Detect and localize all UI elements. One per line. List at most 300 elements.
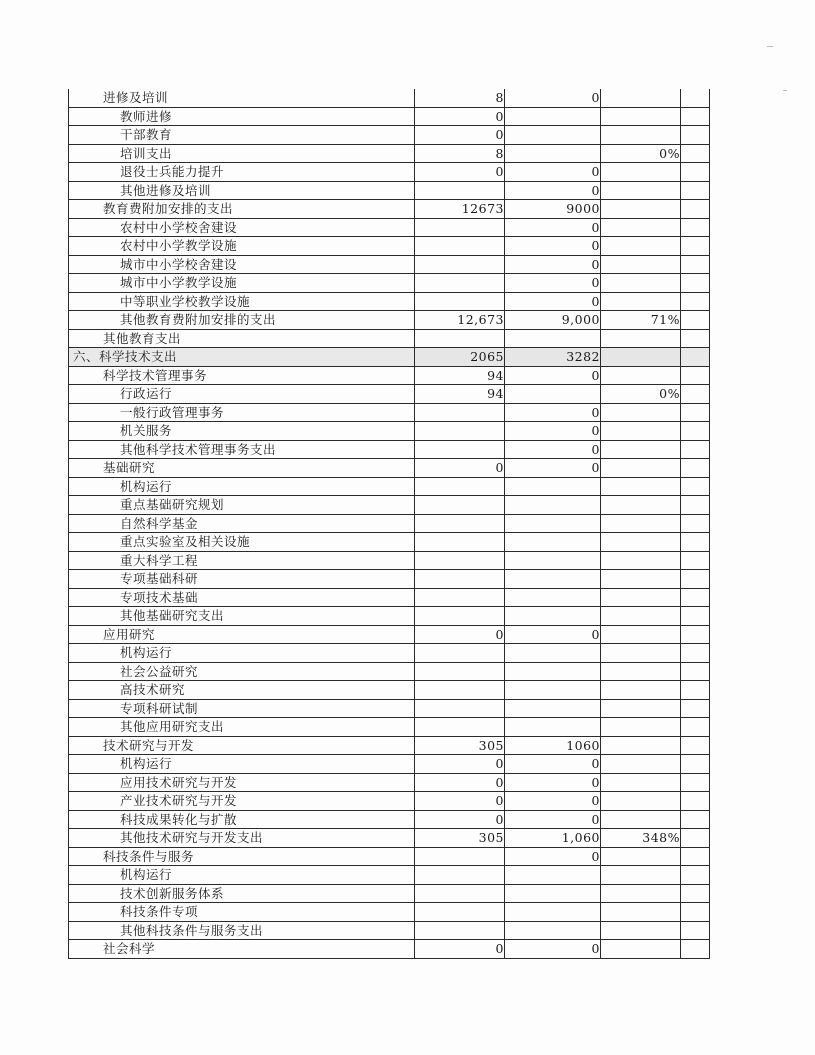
item-name: 教师进修 xyxy=(120,108,173,124)
note-cell xyxy=(681,940,710,959)
budget-amount-cell: 0 xyxy=(415,126,505,145)
note-cell xyxy=(681,440,710,459)
item-name: 一般行政管理事务 xyxy=(120,404,225,420)
budget-amount-cell xyxy=(415,662,505,681)
table-row xyxy=(69,662,710,681)
item-name-cell xyxy=(69,163,415,182)
note-cell xyxy=(681,385,710,404)
table-row xyxy=(69,126,710,145)
item-name-cell xyxy=(69,218,415,237)
item-name: 专项基础科研 xyxy=(120,571,199,587)
note-cell xyxy=(681,459,710,478)
percent-cell xyxy=(601,459,681,478)
percent-cell: 0% xyxy=(601,385,681,404)
note-cell xyxy=(681,533,710,552)
item-name: 其他教育费附加安排的支出 xyxy=(120,312,277,328)
percent-cell xyxy=(601,570,681,589)
item-name: 社会科学 xyxy=(103,941,156,957)
percent-cell xyxy=(601,662,681,681)
note-cell xyxy=(681,662,710,681)
percent-cell xyxy=(601,255,681,274)
budget-amount-cell xyxy=(415,403,505,422)
note-cell xyxy=(681,274,710,293)
budget-amount-cell xyxy=(415,218,505,237)
note-cell xyxy=(681,477,710,496)
actual-amount-cell xyxy=(505,607,601,626)
item-name: 其他应用研究支出 xyxy=(120,719,225,735)
actual-amount-cell: 0 xyxy=(505,163,601,182)
percent-cell xyxy=(601,792,681,811)
item-name-cell xyxy=(69,866,415,885)
note-cell xyxy=(681,921,710,940)
percent-cell xyxy=(601,810,681,829)
item-name: 社会公益研究 xyxy=(120,663,199,679)
item-name-cell xyxy=(69,792,415,811)
table-row xyxy=(69,89,710,107)
note-cell xyxy=(681,866,710,885)
actual-amount-cell xyxy=(505,662,601,681)
note-cell xyxy=(681,625,710,644)
percent-cell xyxy=(601,514,681,533)
note-cell xyxy=(681,736,710,755)
item-name-cell xyxy=(69,237,415,256)
actual-amount-cell xyxy=(505,588,601,607)
budget-amount-cell: 12673 xyxy=(415,200,505,219)
item-name-cell xyxy=(69,903,415,922)
table-row xyxy=(69,422,710,441)
note-cell xyxy=(681,126,710,145)
percent-cell xyxy=(601,237,681,256)
item-name-cell xyxy=(69,644,415,663)
percent-cell xyxy=(601,718,681,737)
table-row xyxy=(69,477,710,496)
item-name: 技术创新服务体系 xyxy=(120,885,225,901)
percent-cell xyxy=(601,496,681,515)
table-row xyxy=(69,773,710,792)
item-name: 科技成果转化与扩散 xyxy=(120,811,238,827)
table-row xyxy=(69,884,710,903)
actual-amount-cell: 0 xyxy=(505,440,601,459)
note-cell xyxy=(681,218,710,237)
item-name: 自然科学基金 xyxy=(120,515,199,531)
table-row xyxy=(69,311,710,330)
percent-cell xyxy=(601,348,681,367)
table-row xyxy=(69,847,710,866)
percent-cell xyxy=(601,588,681,607)
item-name: 培训支出 xyxy=(120,145,173,161)
note-cell xyxy=(681,514,710,533)
actual-amount-cell: 0 xyxy=(505,792,601,811)
percent-cell xyxy=(601,773,681,792)
budget-amount-cell: 0 xyxy=(415,810,505,829)
item-name: 科技条件与服务 xyxy=(103,848,195,864)
actual-amount-cell xyxy=(505,533,601,552)
budget-amount-cell xyxy=(415,440,505,459)
item-name-cell xyxy=(69,736,415,755)
note-cell xyxy=(681,255,710,274)
percent-cell xyxy=(601,884,681,903)
percent-cell xyxy=(601,107,681,126)
actual-amount-cell xyxy=(505,903,601,922)
item-name: 技术研究与开发 xyxy=(103,737,195,753)
actual-amount-cell xyxy=(505,644,601,663)
item-name: 机关服务 xyxy=(120,423,173,439)
actual-amount-cell: 0 xyxy=(505,89,601,107)
actual-amount-cell: 3282 xyxy=(505,348,601,367)
item-name-cell xyxy=(69,422,415,441)
percent-cell xyxy=(601,200,681,219)
item-name: 退役士兵能力提升 xyxy=(120,164,225,180)
table-row xyxy=(69,163,710,182)
item-name-cell xyxy=(69,940,415,959)
table-row xyxy=(69,755,710,774)
percent-cell xyxy=(601,551,681,570)
note-cell xyxy=(681,903,710,922)
note-cell xyxy=(681,681,710,700)
actual-amount-cell xyxy=(505,107,601,126)
note-cell xyxy=(681,496,710,515)
actual-amount-cell: 0 xyxy=(505,366,601,385)
note-cell xyxy=(681,311,710,330)
item-name: 应用研究 xyxy=(103,626,156,642)
budget-amount-cell xyxy=(415,477,505,496)
percent-cell xyxy=(601,699,681,718)
note-cell xyxy=(681,551,710,570)
item-name-cell xyxy=(69,921,415,940)
budget-amount-cell: 12,673 xyxy=(415,311,505,330)
budget-amount-cell xyxy=(415,329,505,348)
item-name: 专项技术基础 xyxy=(120,589,199,605)
table-row xyxy=(69,866,710,885)
note-cell xyxy=(681,607,710,626)
percent-cell xyxy=(601,940,681,959)
actual-amount-cell xyxy=(505,884,601,903)
item-name-cell xyxy=(69,718,415,737)
note-cell xyxy=(681,237,710,256)
percent-cell: 0% xyxy=(601,144,681,163)
table-row xyxy=(69,903,710,922)
percent-cell xyxy=(601,625,681,644)
budget-amount-cell xyxy=(415,903,505,922)
percent-cell xyxy=(601,736,681,755)
note-cell xyxy=(681,810,710,829)
budget-amount-cell xyxy=(415,607,505,626)
actual-amount-cell: 0 xyxy=(505,181,601,200)
actual-amount-cell: 0 xyxy=(505,810,601,829)
percent-cell xyxy=(601,903,681,922)
budget-amount-cell xyxy=(415,181,505,200)
actual-amount-cell xyxy=(505,681,601,700)
table-row xyxy=(69,829,710,848)
actual-amount-cell: 0 xyxy=(505,292,601,311)
budget-amount-cell xyxy=(415,644,505,663)
item-name-cell xyxy=(69,477,415,496)
actual-amount-cell: 1060 xyxy=(505,736,601,755)
item-name-cell xyxy=(69,570,415,589)
note-cell xyxy=(681,200,710,219)
item-name-cell xyxy=(69,274,415,293)
item-name-cell xyxy=(69,440,415,459)
percent-cell xyxy=(601,477,681,496)
budget-amount-cell xyxy=(415,551,505,570)
table-row xyxy=(69,144,710,163)
table-row xyxy=(69,385,710,404)
table-row xyxy=(69,921,710,940)
item-name-cell xyxy=(69,403,415,422)
percent-cell xyxy=(601,218,681,237)
actual-amount-cell: 0 xyxy=(505,403,601,422)
percent-cell xyxy=(601,163,681,182)
table-row xyxy=(69,570,710,589)
percent-cell: 348% xyxy=(601,829,681,848)
table-row xyxy=(69,274,710,293)
actual-amount-cell xyxy=(505,921,601,940)
item-name-cell xyxy=(69,607,415,626)
budget-amount-cell xyxy=(415,274,505,293)
item-name-cell xyxy=(69,385,415,404)
percent-cell xyxy=(601,607,681,626)
actual-amount-cell: 9000 xyxy=(505,200,601,219)
budget-amount-cell: 305 xyxy=(415,829,505,848)
item-name-cell xyxy=(69,533,415,552)
table-row xyxy=(69,366,710,385)
percent-cell xyxy=(601,126,681,145)
item-name: 其他科学技术管理事务支出 xyxy=(120,441,277,457)
budget-amount-cell: 305 xyxy=(415,736,505,755)
table-row xyxy=(69,403,710,422)
table-row xyxy=(69,792,710,811)
budget-amount-cell: 0 xyxy=(415,755,505,774)
item-name: 应用技术研究与开发 xyxy=(120,774,238,790)
note-cell xyxy=(681,699,710,718)
item-name: 进修及培训 xyxy=(103,90,169,106)
budget-amount-cell xyxy=(415,681,505,700)
note-cell xyxy=(681,89,710,107)
item-name: 重大科学工程 xyxy=(120,552,199,568)
percent-cell xyxy=(601,644,681,663)
item-name: 干部教育 xyxy=(120,127,173,143)
table-row xyxy=(69,237,710,256)
item-name-cell xyxy=(69,459,415,478)
item-name: 农村中小学教学设施 xyxy=(120,238,238,254)
budget-table xyxy=(68,89,710,959)
note-cell xyxy=(681,588,710,607)
item-name: 科学技术管理事务 xyxy=(103,367,208,383)
item-name: 高技术研究 xyxy=(120,682,186,698)
item-name-cell xyxy=(69,366,415,385)
budget-amount-cell xyxy=(415,866,505,885)
scan-artifact xyxy=(783,90,787,91)
item-name: 其他基础研究支出 xyxy=(120,608,225,624)
item-name-cell xyxy=(69,292,415,311)
budget-amount-cell xyxy=(415,496,505,515)
table-row xyxy=(69,107,710,126)
item-name-cell xyxy=(69,181,415,200)
actual-amount-cell xyxy=(505,385,601,404)
budget-amount-cell: 0 xyxy=(415,107,505,126)
budget-amount-cell xyxy=(415,533,505,552)
item-name: 机构运行 xyxy=(120,867,173,883)
table-row xyxy=(69,533,710,552)
note-cell xyxy=(681,107,710,126)
item-name: 其他教育支出 xyxy=(103,330,182,346)
percent-cell: 71% xyxy=(601,311,681,330)
table-row xyxy=(69,218,710,237)
actual-amount-cell: 0 xyxy=(505,237,601,256)
note-cell xyxy=(681,163,710,182)
item-name: 机构运行 xyxy=(120,478,173,494)
item-name-cell xyxy=(69,89,415,107)
note-cell xyxy=(681,292,710,311)
item-name: 行政运行 xyxy=(120,386,173,402)
percent-cell xyxy=(601,681,681,700)
note-cell xyxy=(681,829,710,848)
item-name-cell xyxy=(69,810,415,829)
item-name-cell xyxy=(69,662,415,681)
item-name-cell xyxy=(69,681,415,700)
percent-cell xyxy=(601,366,681,385)
percent-cell xyxy=(601,755,681,774)
actual-amount-cell xyxy=(505,329,601,348)
item-name: 城市中小学教学设施 xyxy=(120,275,238,291)
item-name-cell xyxy=(69,255,415,274)
budget-amount-cell: 8 xyxy=(415,89,505,107)
table-row xyxy=(69,607,710,626)
actual-amount-cell xyxy=(505,866,601,885)
budget-amount-cell: 0 xyxy=(415,625,505,644)
percent-cell xyxy=(601,440,681,459)
item-name: 产业技术研究与开发 xyxy=(120,793,238,809)
item-name-cell xyxy=(69,551,415,570)
actual-amount-cell xyxy=(505,126,601,145)
section-row xyxy=(69,348,710,367)
note-cell xyxy=(681,718,710,737)
budget-amount-cell: 0 xyxy=(415,940,505,959)
budget-amount-cell: 94 xyxy=(415,366,505,385)
budget-amount-cell xyxy=(415,588,505,607)
note-cell xyxy=(681,847,710,866)
note-cell xyxy=(681,181,710,200)
percent-cell xyxy=(601,847,681,866)
actual-amount-cell: 0 xyxy=(505,625,601,644)
item-name-cell xyxy=(69,311,415,330)
item-name: 专项科研试制 xyxy=(120,700,199,716)
item-name: 农村中小学校舍建设 xyxy=(120,219,238,235)
actual-amount-cell xyxy=(505,718,601,737)
table-row xyxy=(69,644,710,663)
note-cell xyxy=(681,570,710,589)
scan-artifact xyxy=(767,46,773,47)
budget-amount-cell xyxy=(415,514,505,533)
percent-cell xyxy=(601,866,681,885)
actual-amount-cell: 0 xyxy=(505,755,601,774)
table-row xyxy=(69,718,710,737)
table-row xyxy=(69,699,710,718)
note-cell xyxy=(681,403,710,422)
percent-cell xyxy=(601,422,681,441)
item-name-cell xyxy=(69,699,415,718)
table-row xyxy=(69,681,710,700)
item-name-cell xyxy=(69,884,415,903)
table-row xyxy=(69,810,710,829)
note-cell xyxy=(681,144,710,163)
item-name-cell xyxy=(69,329,415,348)
item-name: 中等职业学校教学设施 xyxy=(120,293,251,309)
note-cell xyxy=(681,884,710,903)
item-name-cell xyxy=(69,348,415,367)
item-name: 重点基础研究规划 xyxy=(120,497,225,513)
item-name: 其他进修及培训 xyxy=(120,182,212,198)
actual-amount-cell xyxy=(505,551,601,570)
note-cell xyxy=(681,422,710,441)
budget-amount-cell xyxy=(415,255,505,274)
budget-amount-cell: 2065 xyxy=(415,348,505,367)
item-name-cell xyxy=(69,773,415,792)
table-row xyxy=(69,292,710,311)
percent-cell xyxy=(601,329,681,348)
budget-amount-cell xyxy=(415,422,505,441)
note-cell xyxy=(681,366,710,385)
note-cell xyxy=(681,792,710,811)
actual-amount-cell: 0 xyxy=(505,773,601,792)
item-name-cell xyxy=(69,829,415,848)
percent-cell xyxy=(601,403,681,422)
actual-amount-cell: 0 xyxy=(505,274,601,293)
item-name: 基础研究 xyxy=(103,460,156,476)
actual-amount-cell: 1,060 xyxy=(505,829,601,848)
item-name-cell xyxy=(69,144,415,163)
item-name: 六、科学技术支出 xyxy=(73,349,178,365)
budget-amount-cell xyxy=(415,847,505,866)
note-cell xyxy=(681,348,710,367)
actual-amount-cell xyxy=(505,477,601,496)
actual-amount-cell: 0 xyxy=(505,847,601,866)
actual-amount-cell xyxy=(505,144,601,163)
item-name: 重点实验室及相关设施 xyxy=(120,534,251,550)
budget-amount-cell xyxy=(415,570,505,589)
budget-amount-cell xyxy=(415,921,505,940)
percent-cell xyxy=(601,533,681,552)
budget-amount-cell xyxy=(415,884,505,903)
table-row xyxy=(69,440,710,459)
table-row xyxy=(69,181,710,200)
item-name-cell xyxy=(69,755,415,774)
actual-amount-cell: 0 xyxy=(505,255,601,274)
actual-amount-cell xyxy=(505,699,601,718)
percent-cell xyxy=(601,292,681,311)
item-name-cell xyxy=(69,625,415,644)
budget-amount-cell xyxy=(415,292,505,311)
table-row xyxy=(69,551,710,570)
table-row xyxy=(69,514,710,533)
item-name: 其他技术研究与开发支出 xyxy=(120,830,264,846)
table-row xyxy=(69,588,710,607)
actual-amount-cell: 0 xyxy=(505,940,601,959)
budget-amount-cell: 8 xyxy=(415,144,505,163)
budget-amount-cell: 0 xyxy=(415,773,505,792)
table-row xyxy=(69,625,710,644)
item-name-cell xyxy=(69,514,415,533)
actual-amount-cell xyxy=(505,570,601,589)
actual-amount-cell xyxy=(505,514,601,533)
budget-amount-cell xyxy=(415,718,505,737)
table-row xyxy=(69,736,710,755)
item-name: 城市中小学校舍建设 xyxy=(120,256,238,272)
actual-amount-cell xyxy=(505,496,601,515)
item-name: 教育费附加安排的支出 xyxy=(103,201,234,217)
item-name-cell xyxy=(69,588,415,607)
table-row xyxy=(69,329,710,348)
